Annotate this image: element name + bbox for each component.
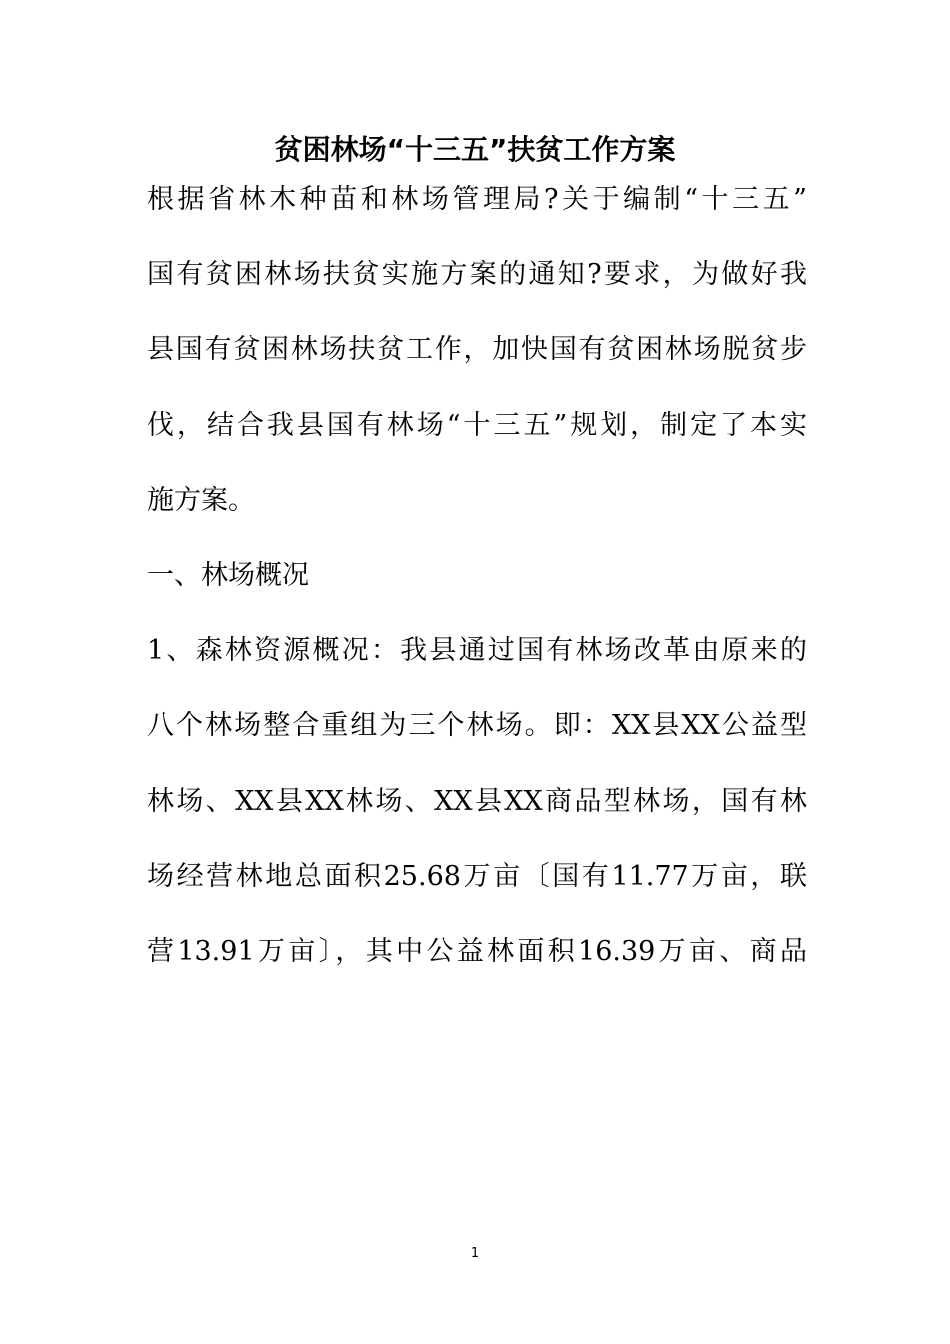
document-body: [147, 176, 807, 1003]
document-title: 贫困林场“十三五”扶贫工作方案: [274, 133, 676, 166]
body-line: 国有贫困林场扶贫实施方案的通知?要求，为做好我: [147, 259, 807, 291]
body-line: 八个林场整合重组为三个林场。即：XX县XX公益型: [147, 710, 807, 742]
body-line: 营13.91万亩〕，其中公益林面积16.39万亩、商品: [147, 935, 807, 967]
body-line: 场经营林地总面积25.68万亩〔国有11.77万亩，联: [147, 860, 807, 892]
body-line: 伐，结合我县国有林场“十三五”规划，制定了本实: [147, 409, 807, 441]
page-number: 1: [470, 1246, 480, 1261]
body-line: 1、森林资源概况：我县通过国有林场改革由原来的: [147, 635, 807, 667]
body-line: 施方案。: [147, 484, 255, 516]
body-line: 根据省林木种苗和林场管理局?关于编制“十三五”: [147, 184, 807, 215]
body-line: 县国有贫困林场扶贫工作，加快国有贫困林场脱贫步: [147, 334, 807, 366]
body-line: 林场、XX县XX林场、XX县XX商品型林场，国有林: [147, 785, 807, 817]
section-heading: 一、林场概况: [147, 559, 309, 591]
